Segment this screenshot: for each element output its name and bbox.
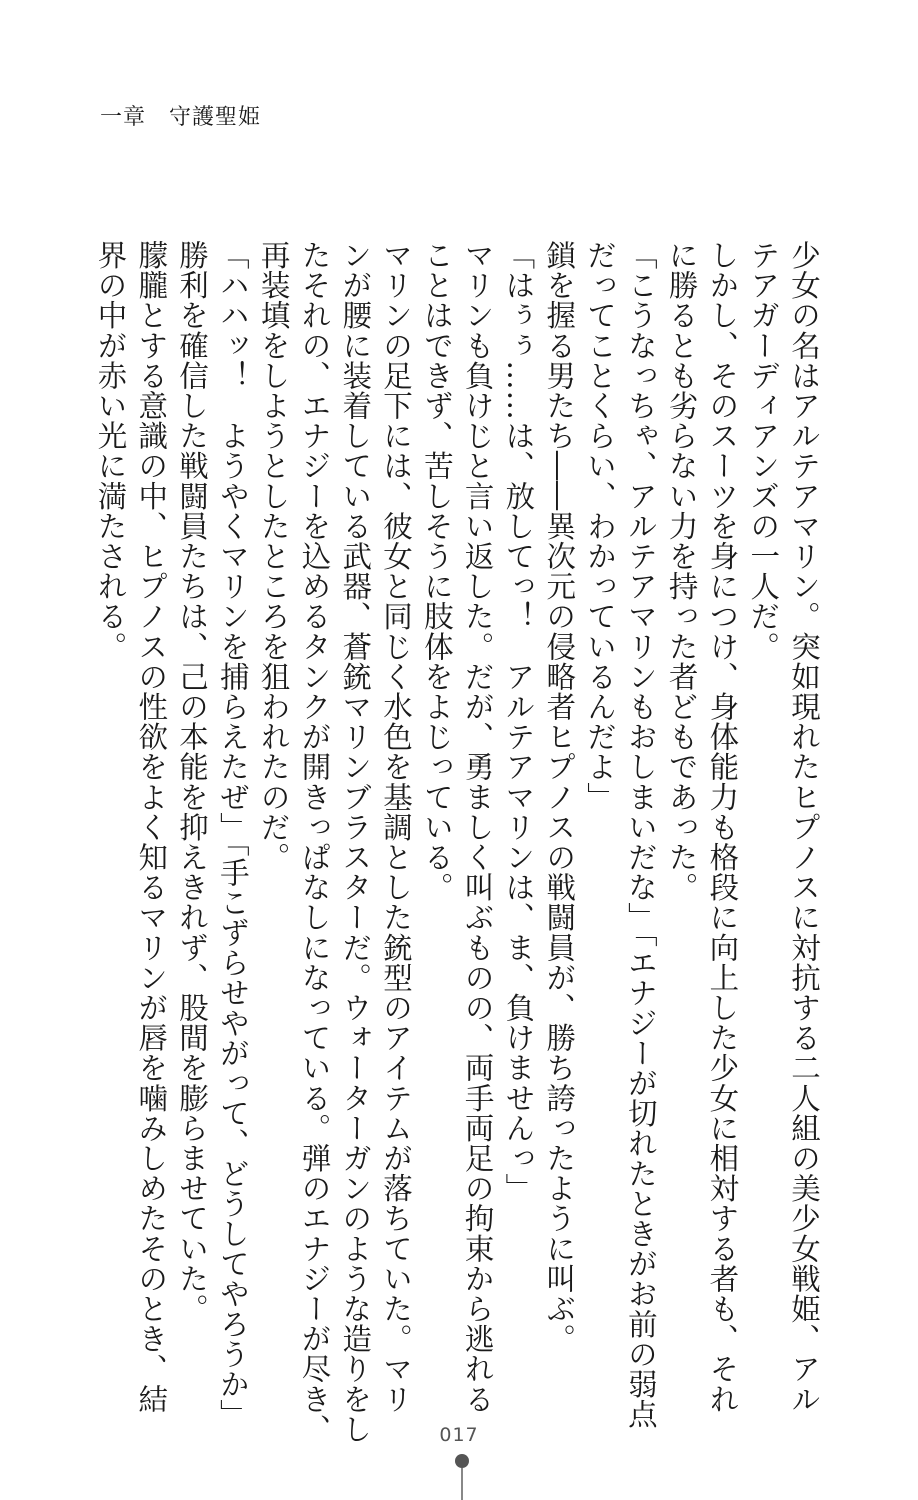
text-line: 少女の名はアルテアマリン。突如現れたヒプノスに対抗する二人組の美少女戦姫、アル: [787, 240, 821, 1414]
text-line: マリンも負けじと言い返した。だが、勇ましく叫ぶものの、両手両足の拘束から逃れる: [460, 240, 495, 1414]
text-line: しかし、そのスーツを身につけ、身体能力も格段に向上した少女に相対する者も、それ: [705, 240, 740, 1414]
text-line: 再装填をしようとしたところを狙われたのだ。: [256, 240, 291, 873]
page-marker-line: [461, 1468, 463, 1500]
text-line: 「ハハッ！ ようやくマリンを捕らえたぜ」「手こずらせやがって、どうしてやろうか」: [215, 240, 250, 1430]
text-line: テアガーディアンズの一人だ。: [746, 240, 781, 662]
text-line: 「はぅぅ……は、放してっ！ アルテアマリンは、ま、負けませんっ」: [501, 240, 536, 1204]
text-line: ことはできず、苦しそうに肢体をよじっている。: [419, 240, 454, 903]
chapter-title: 一章 守護聖姫: [100, 105, 262, 130]
text-line: マリンの足下には、彼女と同じく水色を基調とした銃型のアイテムが落ちていた。マリ: [379, 240, 414, 1414]
text-line: 勝利を確信した戦闘員たちは、己の本能を抑えきれず、股間を膨らませていた。: [175, 240, 210, 1324]
text-line: 「こうなっちゃ、アルテアマリンもおしまいだな」「エナジーが切れたときがお前の弱点: [623, 240, 658, 1430]
text-line: たそれの、エナジーを込めるタンクが開きっぱなしになっている。弾のエナジーが尽き、: [297, 240, 332, 1444]
text-line: だってことくらい、わかっているんだよ」: [583, 240, 618, 812]
text-line: 朦朧とする意識の中、ヒプノスの性欲をよく知るマリンが唇を噛みしめたそのとき、結: [134, 240, 169, 1414]
text-line: に勝るとも劣らない力を持った者どもであった。: [664, 240, 699, 903]
text-line: ンが腰に装着している武器、蒼銃マリンブラスターだ。ウォーターガンのような造りをし: [338, 240, 373, 1444]
page-number: 017: [439, 1424, 479, 1446]
page-marker-dot: [455, 1454, 469, 1468]
text-line: 鎖を握る男たち――異次元の侵略者ヒプノスの戦闘員が、勝ち誇ったように叫ぶ。: [542, 240, 577, 1354]
text-line: 界の中が赤い光に満たされる。: [93, 240, 128, 662]
